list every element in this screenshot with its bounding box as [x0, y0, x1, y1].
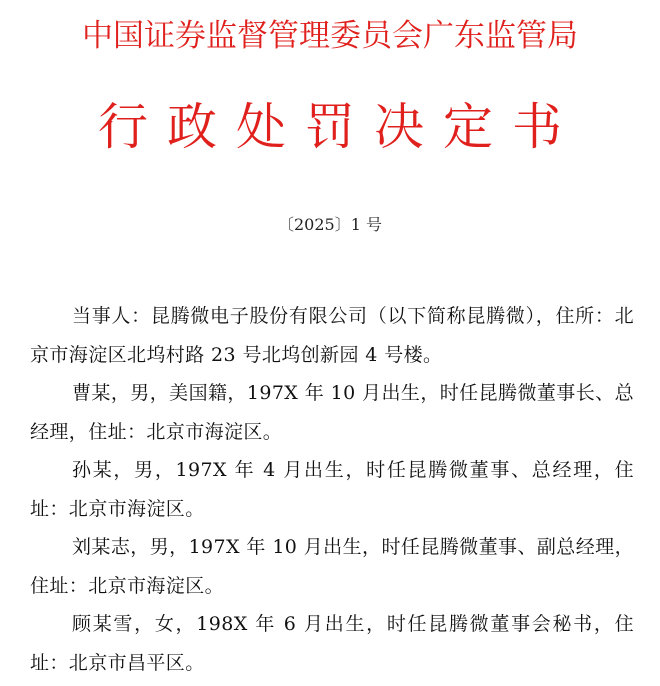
issuing-agency: 中国证券监督管理委员会广东监管局	[82, 18, 578, 54]
party-person-paragraph: 刘某志，男，197X 年 10 月出生，时任昆腾微董事、副总经理，住址：北京市海淀区。	[30, 536, 634, 597]
document-body	[30, 297, 634, 682]
party-person-paragraph: 顾某雪，女，198X 年 6 月出生，时任昆腾微董事会秘书，住址：北京市昌平区。	[30, 613, 634, 674]
document-title: 行政处罚决定书	[98, 98, 581, 156]
party-company-paragraph: 当事人：昆腾微电子股份有限公司（以下简称昆腾微），住所：北京市海淀区北坞村路 23 号北坞创新园 4 号楼。	[30, 305, 634, 366]
document-number: 〔2025〕1 号	[278, 215, 382, 234]
party-person-paragraph: 孙某，男，197X 年 4 月出生，时任昆腾微董事、总经理，住址：北京市海淀区。	[30, 459, 634, 520]
party-person-paragraph: 曹某，男，美国籍，197X 年 10 月出生，时任昆腾微董事长、总经理，住址：北京市海淀区。	[30, 382, 634, 443]
